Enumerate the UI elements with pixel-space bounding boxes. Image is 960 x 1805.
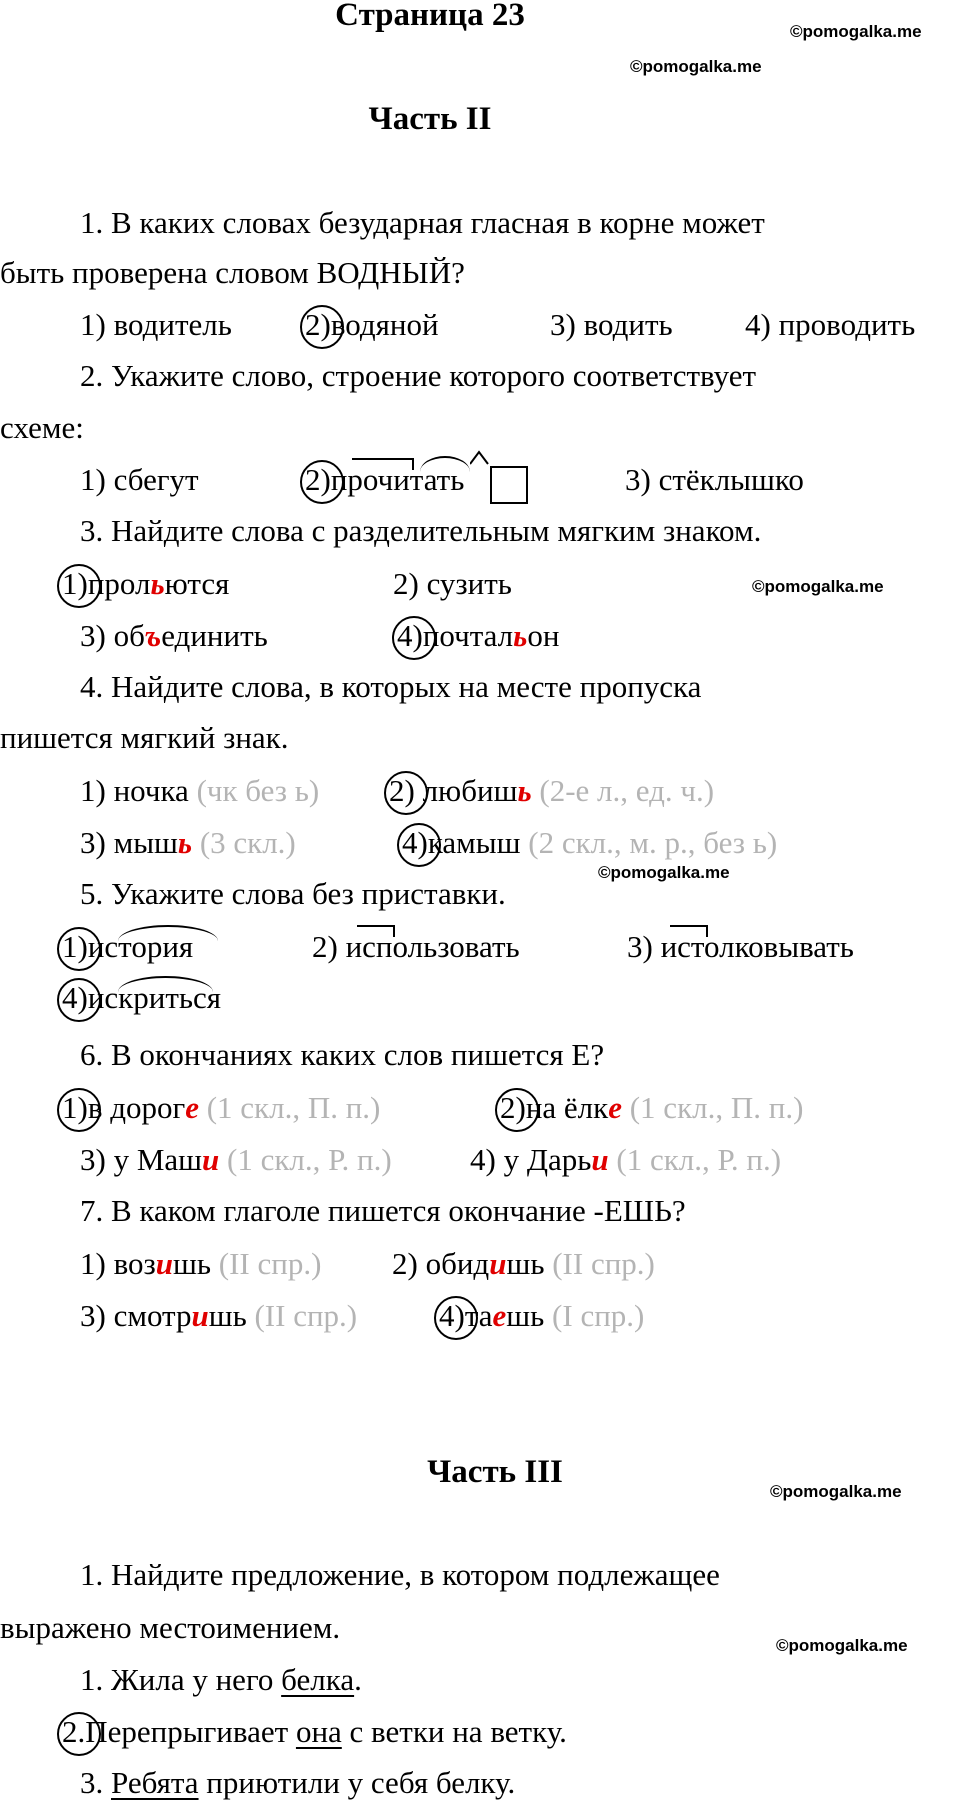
root-arc-icon (118, 925, 218, 941)
q4-option-4-selected (402, 825, 777, 861)
word-part: 2) обид (392, 1246, 490, 1281)
p3-sentence-2-selected (62, 1714, 567, 1750)
word-part: на ёлк (525, 1090, 609, 1125)
answer-circle: 2. (62, 1714, 86, 1749)
answer-letter: и (591, 1142, 609, 1177)
part-2-title: Часть II (368, 101, 492, 137)
hint: (1 скл., П. п.) (206, 1090, 381, 1125)
q5-text: 5. Укажите слова без приставки. (80, 876, 506, 911)
sentence-part: приютили у себя белку. (198, 1765, 516, 1800)
answer-letter: ь (513, 618, 528, 653)
q1-option-1: 1) водитель (80, 307, 232, 342)
q4-option-1 (80, 773, 319, 809)
watermark: ©pomogalka.me (776, 1636, 908, 1655)
page-title: Страница 23 (335, 0, 525, 33)
word-part: почтал (422, 618, 514, 653)
q1-option-3: 3) водить (550, 307, 673, 342)
hint: (1 скл., Р. п.) (227, 1142, 392, 1177)
prefix-mark-icon (670, 925, 708, 937)
answer-circle: 4) (402, 825, 428, 860)
word-part: 1) воз (80, 1246, 156, 1281)
answer-circle: 1) (62, 1090, 88, 1125)
answer-letter: и (155, 1246, 173, 1281)
q4-text: пишется мягкий знак. (0, 720, 289, 755)
word-part: прол (87, 566, 151, 601)
word-part: он (527, 618, 560, 653)
hint: (2-е л., ед. ч.) (539, 773, 715, 808)
q1-text: 1. В каких словах безударная гласная в корне может (80, 205, 765, 240)
word-part: 3) мыш (80, 825, 178, 860)
q7-text: 7. В каком глаголе пишется окончание -ЕШЬ? (80, 1193, 686, 1228)
watermark: ©pomogalka.me (770, 1482, 902, 1501)
word-part: та (464, 1298, 493, 1333)
suffix-mark-icon (470, 450, 490, 466)
word-part: шь (173, 1246, 212, 1281)
answer-circle: 1) (62, 929, 88, 964)
subject-underline: Ребята (111, 1765, 199, 1800)
p3-sentence-1 (80, 1662, 362, 1698)
word-part: в дорог (87, 1090, 186, 1125)
hint: (II спр.) (218, 1246, 322, 1281)
watermark: ©pomogalka.me (752, 577, 884, 596)
sentence-part: Перепрыгивает (85, 1714, 296, 1749)
answer-letter: и (202, 1142, 220, 1177)
option-word: прочитать (330, 462, 465, 497)
prefix-mark-icon (357, 925, 395, 937)
q4-text: 4. Найдите слова, в которых на месте пропуска (80, 669, 702, 704)
hint: (II спр.) (552, 1246, 655, 1281)
hint: (II спр.) (254, 1298, 358, 1333)
part-3-title: Часть III (427, 1454, 563, 1490)
sentence-part: 1. Жила у него (80, 1662, 282, 1697)
p3-q1-text: 1. Найдите предложение, в котором подлежащее (80, 1557, 720, 1592)
word-part: любиш (422, 773, 518, 808)
word-part: шь (506, 1246, 545, 1281)
q1-option-2-selected (305, 307, 439, 343)
q6-text: 6. В окончаниях каких слов пишется Е? (80, 1037, 605, 1072)
word-part: шь (506, 1298, 545, 1333)
ending-box-icon (490, 466, 528, 504)
watermark: ©pomogalka.me (598, 863, 730, 882)
q3-option-4-selected (397, 618, 559, 654)
q2-text: схеме: (0, 410, 84, 445)
answer-circle: 4) (439, 1298, 465, 1333)
q5-option-2: 2) использовать (312, 929, 520, 964)
q5-option-3: 3) истолковывать (627, 929, 854, 964)
hint: (3 скл.) (199, 825, 296, 860)
q6-option-2-selected (500, 1090, 803, 1126)
word-part: единить (161, 618, 268, 653)
answer-letter: ь (517, 773, 532, 808)
word-part: 3) смотр (80, 1298, 192, 1333)
q7-option-1 (80, 1246, 321, 1282)
q4-option-2-selected (389, 773, 714, 809)
answer-circle: 2) (389, 773, 415, 808)
p3-sentence-3 (80, 1765, 515, 1801)
word-part: 3) у Маш (80, 1142, 203, 1177)
q7-option-4-selected (439, 1298, 644, 1334)
answer-circle: 4) (397, 618, 423, 653)
option-word: водяной (330, 307, 439, 342)
answer-letter: е (492, 1298, 507, 1333)
q4-option-3 (80, 825, 296, 861)
q6-option-1-selected (62, 1090, 380, 1126)
word-part: 3) об (80, 618, 145, 653)
q6-option-4 (470, 1142, 781, 1178)
word-part: камыш (427, 825, 521, 860)
answer-letter: ъ (144, 618, 162, 653)
word-part: шь (208, 1298, 247, 1333)
watermark: ©pomogalka.me (790, 22, 922, 41)
answer-letter: и (191, 1298, 209, 1333)
option-word: искриться (87, 980, 222, 1015)
answer-circle: 2) (305, 307, 331, 342)
subject-underline: белка (281, 1662, 355, 1697)
hint: (чк без ь) (196, 773, 320, 808)
answer-circle: 4) (62, 980, 88, 1015)
word-part: 4) у Дарь (470, 1142, 592, 1177)
q1-text: быть проверена словом ВОДНЫЙ? (0, 255, 465, 290)
q3-option-2: 2) сузить (393, 566, 512, 601)
answer-letter: е (185, 1090, 199, 1125)
root-arc-icon (118, 976, 213, 992)
subject-underline: она (295, 1714, 342, 1749)
hint: (1 скл., Р. п.) (616, 1142, 782, 1177)
hint: (2 скл., м. р., без ь) (528, 825, 778, 860)
q2-option-3: 3) стёклышко (625, 462, 804, 497)
word-part: 1) ночка (80, 773, 189, 808)
answer-circle: 1) (62, 566, 88, 601)
q2-option-1: 1) сбегут (80, 462, 199, 497)
root-arc-icon (420, 456, 470, 472)
q2-text: 2. Укажите слово, строение которого соответствует (80, 358, 757, 393)
q1-option-4: 4) проводить (745, 307, 916, 342)
sentence-part: . (354, 1662, 362, 1697)
q7-option-2 (392, 1246, 655, 1282)
p3-q1-text: выражено местоимением. (0, 1610, 341, 1645)
answer-letter: и (489, 1246, 507, 1281)
hint: (I спр.) (552, 1298, 645, 1333)
answer-letter: ь (150, 566, 165, 601)
watermark: ©pomogalka.me (630, 57, 762, 76)
word-part: ются (164, 566, 230, 601)
q6-option-3 (80, 1142, 392, 1178)
answer-circle: 2) (305, 462, 331, 497)
q3-text: 3. Найдите слова с разделительным мягким знаком. (80, 513, 762, 548)
answer-circle: 2) (500, 1090, 526, 1125)
q7-option-3 (80, 1298, 357, 1334)
answer-letter: ь (177, 825, 193, 860)
q3-option-3 (80, 618, 268, 654)
prefix-mark-icon (352, 458, 414, 470)
sentence-part: 3. (80, 1765, 111, 1800)
sentence-part: с ветки на ветку. (341, 1714, 567, 1749)
hint: (1 скл., П. п.) (629, 1090, 804, 1125)
q3-option-1-selected (62, 566, 229, 602)
answer-letter: е (608, 1090, 622, 1125)
option-word: история (87, 929, 194, 964)
